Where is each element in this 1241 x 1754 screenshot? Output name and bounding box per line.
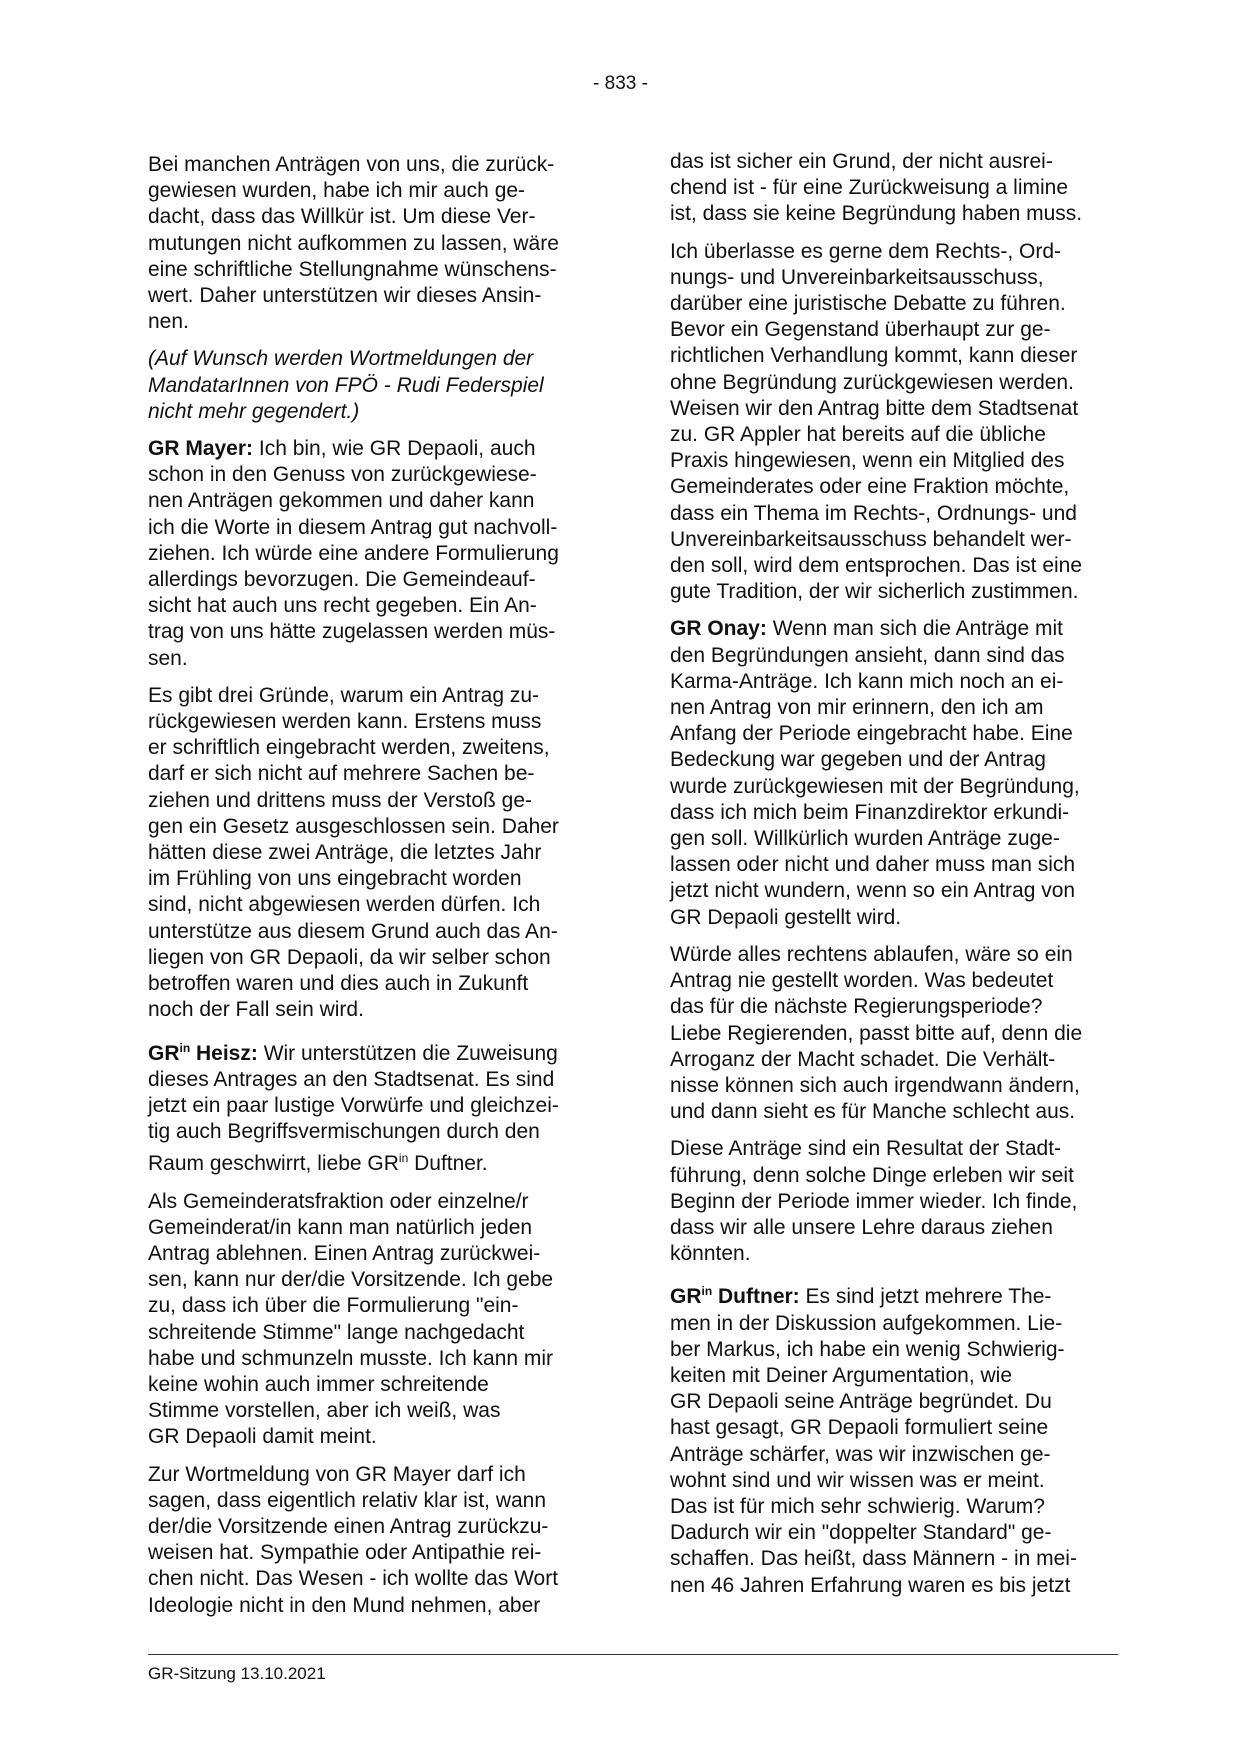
paragraph: Würde alles rechtens ablaufen, wäre so ein Antrag nie gestellt worden. Was bedeutet das für die nächste Regierungsperiode? Liebe Regierenden, passt bitte auf, denn die Arroganz der Macht schadet. Die Verhält- nisse können sich auch irgendwann ändern, und dann sieht es für Manche schlecht aus.	[670, 942, 1083, 1124]
speaker-name	[670, 1285, 800, 1308]
footer-text: GR-Sitzung 13.10.2021	[148, 1664, 326, 1683]
speech-text: Es sind jetzt mehrere The- men in der Diskussion aufgekommen. Lie- ber Markus, ich habe ein wenig Schwierig- keiten mit Deiner Argumentation, wie GR Depaoli seine Anträge begründet. Du hast gesagt, GR Depaoli formuliert seine Anträge schärfer, was wir inzwischen ge- wohnt sind und wir wissen was er meint. Das ist für mich sehr schwierig. Warum? Dadurch wir ein "doppelter Standard" ge- schaffen. Das heißt, dass Männern - in mei- nen 46 Jahren Erfahrung waren es bis jetzt	[670, 1285, 1077, 1597]
page-number: - 833 -	[593, 73, 648, 94]
title-suffix: in	[398, 1151, 409, 1166]
footer-divider	[148, 1654, 1118, 1655]
speaker-suffix: in	[701, 1284, 713, 1299]
speech-text: Wenn man sich die Anträge mit den Begründungen ansieht, dann sind das Karma-Anträge. Ich kann mich noch an ei- nen Antrag von mir erinnern, den ich am Anfang der Periode eingebracht habe. Eine Bedeckung war gegeben und der Antrag wurde zurückgewiesen mit der Begründung, dass ich mich beim Finanzdirektor erkundi- gen soll. Willkürlich wurden Anträge zuge- lassen oder nicht und daher muss man sich jetzt nicht wundern, wenn so ein Antrag von GR Depaoli gestellt wird.	[670, 617, 1080, 929]
paragraph: Ich überlasse es gerne dem Rechts-, Ord- nungs- und Unvereinbarkeitsausschuss, darüber eine juristische Debatte zu führen. Bevor ein Gegenstand überhaupt zur ge- richtlichen Verhandlung kommt, kann dieser ohne Begründung zurückgewiesen werden. Weisen wir den Antrag bitte dem Stadtsenat zu. GR Appler hat bereits auf die übliche Praxis hingewiesen, wenn ein Mitglied des Gemeinderates oder eine Fraktion möchte, dass ein Thema im Rechts-, Ordnungs- und Unvereinbarkeitsausschuss behandelt wer- den soll, wird dem entsprochen. Das ist eine gute Tradition, der wir sicherlich zustimmen.	[670, 239, 1083, 604]
paragraph: Es gibt drei Gründe, warum ein Antrag zu- rückgewiesen werden kann. Erstens muss er schriftlich eingebracht werden, zweitens, darf er sich nicht auf mehrere Sachen be- ziehen und drittens muss der Verstoß ge- gen ein Gesetz ausgeschlossen sein. Daher hätten diese zwei Anträge, die letztes Jahr im Frühling von uns eingebracht worden sind, nicht abgewiesen werden dürfen. Ich unterstütze aus diesem Grund auch das An- liegen von GR Depaoli, da wir selber schon betroffen waren und dies auch in Zukunft noch der Fall sein wird.	[148, 683, 559, 1022]
speaker-title: GR	[148, 1041, 180, 1065]
speech-paragraph	[670, 616, 1132, 930]
paragraph: Bei manchen Anträgen von uns, die zurück- gewiesen wurden, habe ich mir auch ge- dacht, dass das Willkür ist. Um diese Ver- mutungen nicht aufkommen zu lassen, wäre eine schriftliche Stellungnahme wünschens- wert. Daher unterstützen wir dieses Ansin- nen.	[148, 153, 559, 334]
speaker-name: GR Mayer:	[148, 437, 254, 461]
right-column	[670, 149, 1132, 1610]
speaker-title: GR	[670, 1285, 702, 1309]
paragraph: Zur Wortmeldung von GR Mayer darf ich sagen, dass eigentlich relativ klar ist, wann der/die Vorsitzende einen Antrag zurückzu- weisen hat. Sympathie oder Antipathie rei- chen nicht. Das Wesen - ich wollte das Wort Ideologie nicht in den Mund nehmen, aber	[148, 1462, 559, 1617]
speech-paragraph	[148, 1035, 610, 1178]
paragraph: Als Gemeinderatsfraktion oder einzelne/r Gemeinderat/in kann man natürlich jeden Antrag ablehnen. Einen Antrag zurückwei- sen, kann nur der/die Vorsitzende. Ich gebe zu, dass ich über die Formulierung "ein- schreitende Stimme" lange nachgedacht habe und schmunzeln musste. Ich kann mir keine wohin auch immer schreitende Stimme vorstellen, aber ich weiß, was GR Depaoli damit meint.	[148, 1189, 554, 1449]
speech-text-end: Duftner.	[408, 1152, 488, 1176]
speaker-surname: Heisz:	[190, 1041, 258, 1065]
speech-paragraph	[670, 1278, 1132, 1598]
speaker-suffix: in	[179, 1040, 191, 1055]
speech-text: Ich bin, wie GR Depaoli, auch schon in den Genuss von zurückgewiese- nen Anträgen gekommen und daher kann ich die Worte in diesem Antrag gut nachvoll- ziehen. Ich würde eine andere Formulierung allerdings bevorzugen. Die Gemeindeauf- sicht hat auch uns recht gegeben. Ein An- trag von uns hätte zugelassen werden müs- sen.	[148, 437, 559, 670]
speech-text: Wir unterstützen die Zuweisung dieses Antrages an den Stadtsenat. Es sind jetzt ein paar lustige Vorwürfe und gleichzei- tig auch Begriffsvermischungen durch den Raum geschwirrt, liebe GR	[148, 1041, 559, 1176]
paragraph: das ist sicher ein Grund, der nicht ausrei- chend ist - für eine Zurückweisung a limine ist, dass sie keine Begründung haben muss.	[670, 150, 1083, 226]
paragraph: Diese Anträge sind ein Resultat der Stadt- führung, denn solche Dinge erleben wir seit Beginn der Periode immer wieder. Ich finde, dass wir alle unsere Lehre daraus ziehen könnten.	[670, 1137, 1078, 1266]
speaker-name	[148, 1042, 258, 1065]
speech-paragraph	[148, 436, 610, 672]
left-column	[148, 152, 610, 1630]
speaker-surname: Duftner:	[712, 1285, 800, 1309]
italic-note: (Auf Wunsch werden Wortmeldungen der MandatarInnen von FPÖ - Rudi Federspiel nicht mehr gegendert.)	[148, 347, 544, 423]
speaker-name: GR Onay:	[670, 617, 767, 641]
